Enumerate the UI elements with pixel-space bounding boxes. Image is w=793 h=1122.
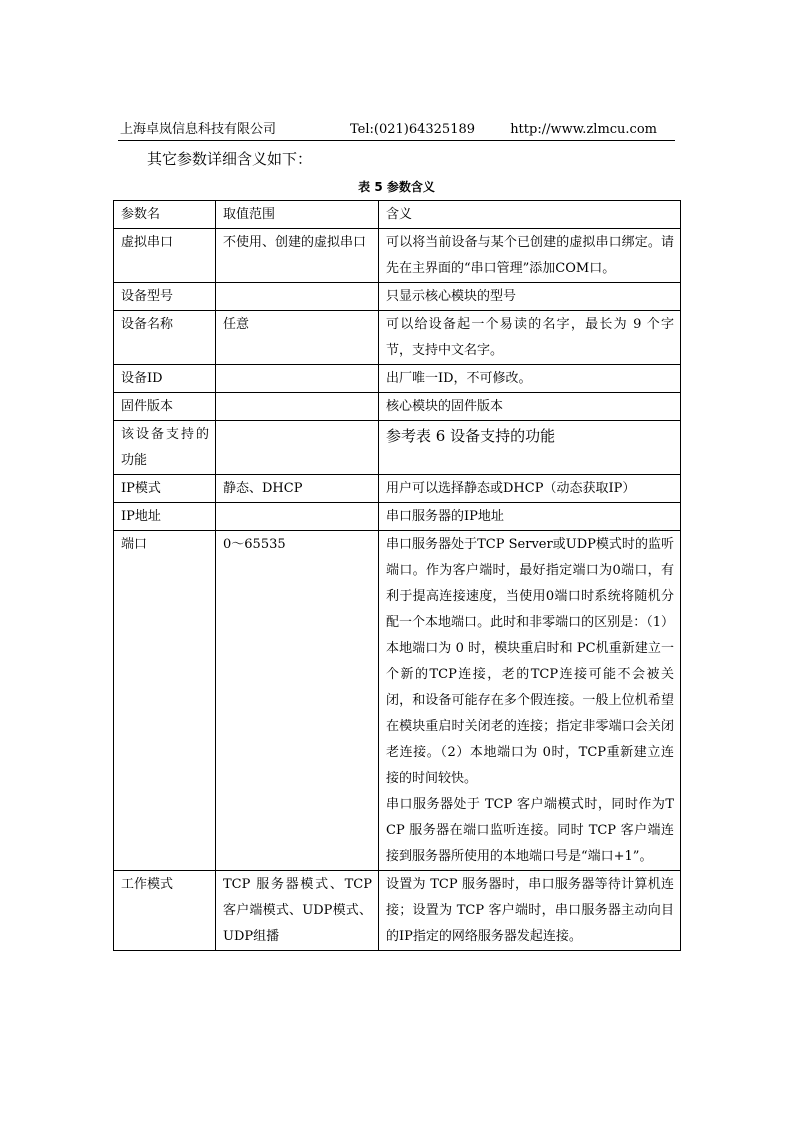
parameter-table	[113, 200, 681, 951]
column-header-range: 取值范围	[216, 201, 379, 229]
table-row	[114, 871, 681, 951]
param-name: 设备名称	[114, 311, 216, 365]
table-row	[114, 393, 681, 421]
param-meaning: 参考表 6 设备支持的功能	[379, 421, 681, 475]
intro-text: 其它参数详细含义如下：	[147, 150, 313, 168]
page-header	[118, 120, 675, 141]
param-name: 工作模式	[114, 871, 216, 951]
table-row	[114, 283, 681, 311]
table-row	[114, 475, 681, 503]
table-row	[114, 365, 681, 393]
param-meaning-cell	[379, 531, 681, 871]
table-row	[114, 531, 681, 871]
param-name: IP地址	[114, 503, 216, 531]
param-meaning-extra: 串口服务器处于 TCP 客户端模式时，同时作为TCP 服务器在端口监听连接。同时 TCP 客户端连接到服务器所使用的本地端口号是“端口+1”。	[386, 797, 674, 864]
param-name: 端口	[114, 531, 216, 871]
param-range: 静态、DHCP	[216, 475, 379, 503]
param-name: IP模式	[114, 475, 216, 503]
param-meaning: 设置为 TCP 服务器时，串口服务器等待计算机连接；设置为 TCP 客户端时，串口服务器主动向目的IP指定的网络服务器发起连接。	[379, 871, 681, 951]
param-meaning: 只显示核心模块的型号	[379, 283, 681, 311]
param-range	[216, 393, 379, 421]
param-meaning: 可以给设备起一个易读的名字，最长为 9 个字节，支持中文名字。	[379, 311, 681, 365]
param-meaning: 出厂唯一ID，不可修改。	[379, 365, 681, 393]
table-row	[114, 503, 681, 531]
param-name: 该设备支持的功能	[114, 421, 216, 475]
table-row	[114, 229, 681, 283]
telephone: Tel:(021)64325189	[350, 122, 476, 137]
param-name: 虚拟串口	[114, 229, 216, 283]
param-name: 设备型号	[114, 283, 216, 311]
param-meaning: 串口服务器的IP地址	[379, 503, 681, 531]
param-meaning: 核心模块的固件版本	[379, 393, 681, 421]
table-caption: 表 5 参数含义	[358, 180, 435, 194]
param-range: 0～65535	[216, 531, 379, 871]
param-meaning: 用户可以选择静态或DHCP（动态获取IP）	[379, 475, 681, 503]
table-row	[114, 421, 681, 475]
param-range: TCP 服务器模式、TCP客户端模式、UDP模式、UDP组播	[216, 871, 379, 951]
param-name: 设备ID	[114, 365, 216, 393]
company-name: 上海卓岚信息科技有限公司	[120, 122, 277, 137]
table-row	[114, 311, 681, 365]
column-header-name: 参数名	[114, 201, 216, 229]
param-name: 固件版本	[114, 393, 216, 421]
website-url: http://www.zlmcu.com	[510, 122, 657, 137]
param-meaning: 串口服务器处于TCP Server或UDP模式时的监听端口。作为客户端时，最好指定端口为0端口，有利于提高连接速度，当使用0端口时系统将随机分配一个本地端口。此时和非零端口的区别是：（1）本地端口为 0 时，模块重启时和 PC机重新建立一个新的TCP连接，老的TCP连接可能不会被关闭，和设备可能存在多个假连接。一般上位机希望在模块重启时关闭老的连接；指定非零端口会关闭老连接。（2）本地端口为 0时，TCP重新建立连接的时间较快。	[386, 537, 674, 786]
param-range	[216, 421, 379, 475]
param-range: 不使用、创建的虚拟串口	[216, 229, 379, 283]
table-header-row	[114, 201, 681, 229]
column-header-meaning: 含义	[379, 201, 681, 229]
param-meaning: 可以将当前设备与某个已创建的虚拟串口绑定。请先在主界面的“串口管理”添加COM口。	[379, 229, 681, 283]
param-range	[216, 503, 379, 531]
param-range	[216, 365, 379, 393]
param-range	[216, 283, 379, 311]
param-range: 任意	[216, 311, 379, 365]
